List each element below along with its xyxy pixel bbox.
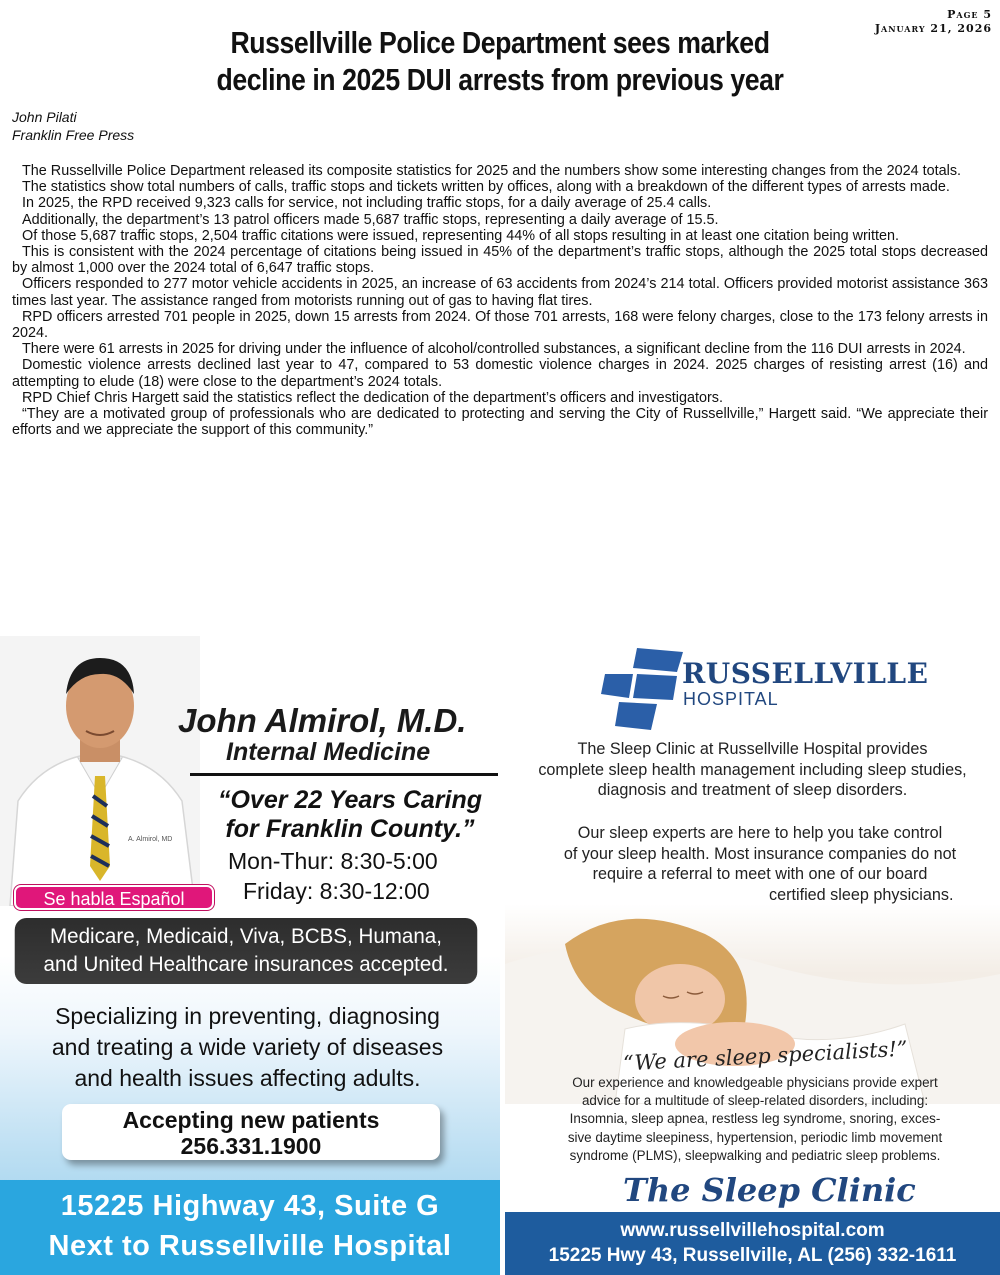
specializing-line-2: and treating a wide variety of diseases xyxy=(51,1034,444,1060)
spanish-badge: Se habla Español xyxy=(14,885,214,910)
specializing-text xyxy=(20,1001,475,1094)
doctor-name: John Almirol, M.D. xyxy=(178,702,467,739)
hours-friday: Friday: 8:30-12:00 xyxy=(243,878,430,904)
article-body xyxy=(12,163,988,438)
hospital-name: RUSSELLVILLE xyxy=(682,657,929,690)
experience-line-2: advice for a multitude of sleep-related disorders, including: xyxy=(581,1093,929,1109)
hospital-logo-icon xyxy=(597,646,687,732)
experience-text xyxy=(525,1074,985,1165)
contact-band xyxy=(505,1212,1000,1275)
byline xyxy=(12,108,134,144)
experts-line-1: Our sleep experts are here to help you take control xyxy=(577,824,943,842)
specializing-line-3: and health issues affecting adults. xyxy=(74,1065,421,1091)
accepting-patients-box xyxy=(62,1104,440,1160)
experience-line-3: Insomnia, sleep apnea, restless leg syndrome, snoring, exces- xyxy=(569,1111,941,1127)
contact-line: 15225 Hwy 43, Russellville, AL (256) 332-1611 xyxy=(548,1245,957,1266)
address-line-2: Next to Russellville Hospital xyxy=(48,1230,452,1262)
hospital-advertisement xyxy=(505,636,1000,1275)
experience-line-4: sive daytime sleepiness, hypertension, periodic limb movement xyxy=(567,1129,943,1145)
headline-line-1: Russellville Police Department sees marked xyxy=(230,25,770,60)
slogan: “We are sleep specialists!” xyxy=(622,1036,909,1076)
headline-line-2: decline in 2025 DUI arrests from previous year xyxy=(216,62,784,97)
page-number: Page 5 xyxy=(947,8,992,21)
publication: Franklin Free Press xyxy=(12,127,135,143)
experts-text xyxy=(525,823,995,885)
hours-weekday: Mon-Thur: 8:30-5:00 xyxy=(228,848,438,874)
article-paragraph: RPD officers arrested 701 people in 2025, down 15 arrests from 2024. Of those 701 arrests, 168 were felony charges, close to the 173 felony arrests in 2024. xyxy=(12,308,988,342)
intro-line-1: The Sleep Clinic at Russellville Hospital provides xyxy=(577,740,928,758)
article-paragraph: “They are a motivated group of professionals who are dedicated to protecting and serving the City of Russellville,” Hargett said. “We appreciate their efforts and we appreciate the support of this community.” xyxy=(12,406,988,439)
article-paragraph: The Russellville Police Department released its composite statistics for 2025 and the numbers show some interesting changes from the 2024 totals. xyxy=(22,163,962,179)
article-paragraph: In 2025, the RPD received 9,323 calls for service, not including traffic stops, for a daily average of 25.4 calls. xyxy=(22,195,712,212)
website: www.russellvillehospital.com xyxy=(620,1220,885,1241)
insurance-line-1: Medicare, Medicaid, Viva, BCBS, Humana, xyxy=(50,925,442,948)
divider xyxy=(190,773,498,776)
intro-line-2: complete sleep health management including sleep studies, xyxy=(538,760,967,779)
experience-line-1: Our experience and knowledgeable physicians provide expert xyxy=(572,1075,938,1090)
hospital-subtitle: HOSPITAL xyxy=(683,689,779,709)
doctor-photo xyxy=(0,636,200,906)
article-paragraph: RPD Chief Chris Hargett said the statistics reflect the dedication of the department’s officers and investigators. xyxy=(22,389,723,406)
doctor-advertisement xyxy=(0,636,500,1275)
issue-date: January 21, 2026 xyxy=(874,22,992,35)
article-paragraph: Additionally, the department’s 13 patrol officers made 5,687 traffic stops, representing a daily average of 15.5. xyxy=(22,211,719,228)
article-paragraph: The statistics show total numbers of calls, traffic stops and tickets written by offices, along with a breakdown of the different types of arrests made. xyxy=(22,179,950,196)
coat-label: A. Almirol, MD xyxy=(128,836,173,843)
article-paragraph: Domestic violence arrests declined last year to 47, compared to 53 domestic violence charges in 2024. 2025 charges of resisting arrest (16) and attempting to elude (18) were close to the department’s 2024 totals. xyxy=(12,357,988,390)
quote-line-1: “Over 22 Years Caring xyxy=(217,786,483,814)
address-line-1: 15225 Highway 43, Suite G xyxy=(60,1190,440,1222)
page-meta xyxy=(875,8,992,36)
intro-line-3: diagnosis and treatment of sleep disorders. xyxy=(597,781,908,799)
quote-line-2: for Franklin County.” xyxy=(225,815,475,843)
author: John Pilati xyxy=(12,109,77,125)
doctor-specialty: Internal Medicine xyxy=(226,738,431,766)
article-paragraph: Officers responded to 277 motor vehicle accidents in 2025, an increase of 63 accidents from 2024’s 214 total. Officers provided motorist assistance 363 times last year. The assistance ranged from motorists running out of gas to having flat tires. xyxy=(12,276,988,309)
article-paragraph: There were 61 arrests in 2025 for driving under the influence of alcohol/controlled substances, a significant decline from the 116 DUI arrests in 2024. xyxy=(22,341,966,358)
article-headline xyxy=(199,24,801,98)
experience-line-5: syndrome (PLMS), sleepwalking and pediatric sleep problems. xyxy=(569,1147,941,1163)
insurance-line-2: and United Healthcare insurances accepted. xyxy=(43,953,449,976)
doctor-quote xyxy=(200,786,500,844)
experts-line-2: of your sleep health. Most insurance companies do not xyxy=(563,844,957,863)
clinic-intro xyxy=(515,739,990,801)
article-paragraph: Of those 5,687 traffic stops, 2,504 traffic citations were issued, representing 44% of all stops resulting in at least one citation being written. xyxy=(22,227,899,244)
sleep-clinic-title: The Sleep Clinic xyxy=(623,1171,916,1209)
specializing-line-1: Specializing in preventing, diagnosing xyxy=(55,1003,440,1029)
experts-line-3: require a referral to meet with one of our board xyxy=(592,865,928,883)
phone-number: 256.331.1900 xyxy=(180,1133,322,1159)
experts-line-4: certified sleep physicians. xyxy=(769,886,954,904)
address-band xyxy=(0,1180,500,1275)
insurance-box xyxy=(15,918,478,984)
accepting-text: Accepting new patients xyxy=(122,1107,380,1133)
article-paragraph: This is consistent with the 2024 percentage of citations being issued in 45% of the department’s traffic stops, although the 2025 total stops decreased by almost 1,000 over the 2024 total of 6,647 traffic stops. xyxy=(12,244,988,277)
